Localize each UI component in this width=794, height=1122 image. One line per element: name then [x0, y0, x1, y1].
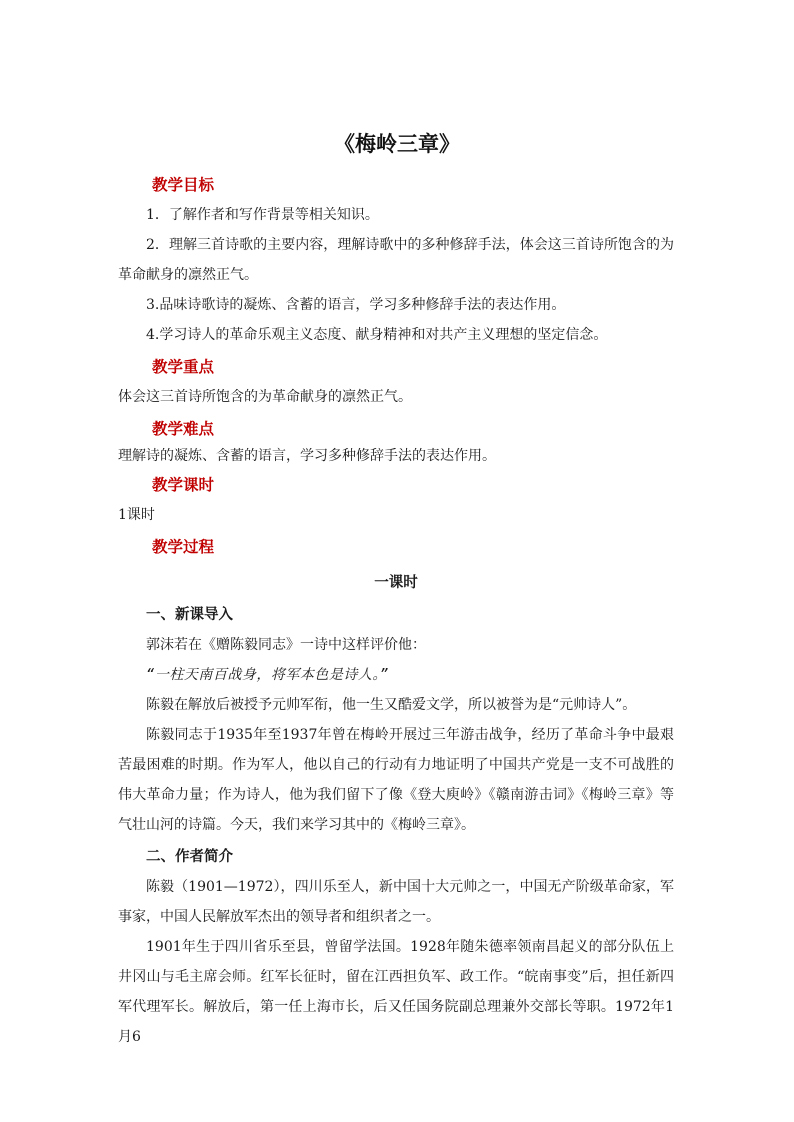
document-title: 《梅岭三章》	[334, 131, 460, 156]
goal-item-2: 2．理解三首诗歌的主要内容，理解诗歌中的多种修辞手法，体会这三首诗所饱含的为革命献身的凛然正气。	[118, 237, 674, 283]
focus-text: 体会这三首诗所饱含的为革命献身的凛然正气。	[118, 389, 412, 405]
heading-author: 二、作者简介	[146, 848, 233, 865]
intro-p1: 郭沫若在《赠陈毅同志》一诗中这样评价他：	[146, 637, 426, 653]
heading-hours: 教学课时	[152, 475, 215, 494]
difficulty-text: 理解诗的凝炼、含蓄的语言，学习多种修辞手法的表达作用。	[118, 448, 496, 464]
document-body	[118, 168, 674, 1052]
goal-item-3: 3.品味诗歌诗的凝炼、含蓄的语言，学习多种修辞手法的表达作用。	[146, 297, 566, 313]
heading-process: 教学过程	[152, 537, 215, 556]
goal-item-4: 4.学习诗人的革命乐观主义态度、献身精神和对共产主义理想的坚定信念。	[146, 327, 608, 343]
intro-quote: “一柱天南百战身，将军本色是诗人。”	[146, 667, 389, 683]
goal-item-1: 1．了解作者和写作背景等相关知识。	[146, 207, 379, 223]
hours-text: 1课时	[118, 507, 155, 523]
heading-focus: 教学重点	[152, 357, 215, 376]
heading-goals: 教学目标	[152, 175, 215, 194]
intro-p2: 陈毅在解放后被授予元帅军衔，他一生又酷爱文学，所以被誉为是“元帅诗人”。	[146, 697, 637, 713]
author-p1: 陈毅（1901—1972），四川乐至人，新中国十大元帅之一，中国无产阶级革命家，军事家，中国人民解放军杰出的领导者和组织者之一。	[118, 879, 674, 925]
author-p2: 1901年生于四川省乐至县，曾留学法国。1928年随朱德率领南昌起义的部分队伍上井冈山与毛主席会师。红军长征时，留在江西担负军、政工作。“皖南事变”后，担任新四军代理军长。解放后，第一任上海市长，后又任国务院副总理兼外交部长等职。1972年1月6	[118, 939, 674, 1045]
heading-intro: 一、新课导入	[146, 606, 233, 623]
intro-p3: 陈毅同志于1935年至1937年曾在梅岭开展过三年游击战争，经历了革命斗争中最艰苦最困难的时期。作为军人，他以自己的行动有力地证明了中国共产党是一支不可战胜的伟大革命力量；作为诗人，他为我们留下了像《登大庾岭》《赣南游击词》《梅岭三章》等气壮山河的诗篇。今天，我们来学习其中的《梅岭三章》。	[118, 727, 674, 833]
lesson-title: 一课时	[374, 574, 418, 591]
heading-difficulty: 教学难点	[152, 419, 215, 438]
